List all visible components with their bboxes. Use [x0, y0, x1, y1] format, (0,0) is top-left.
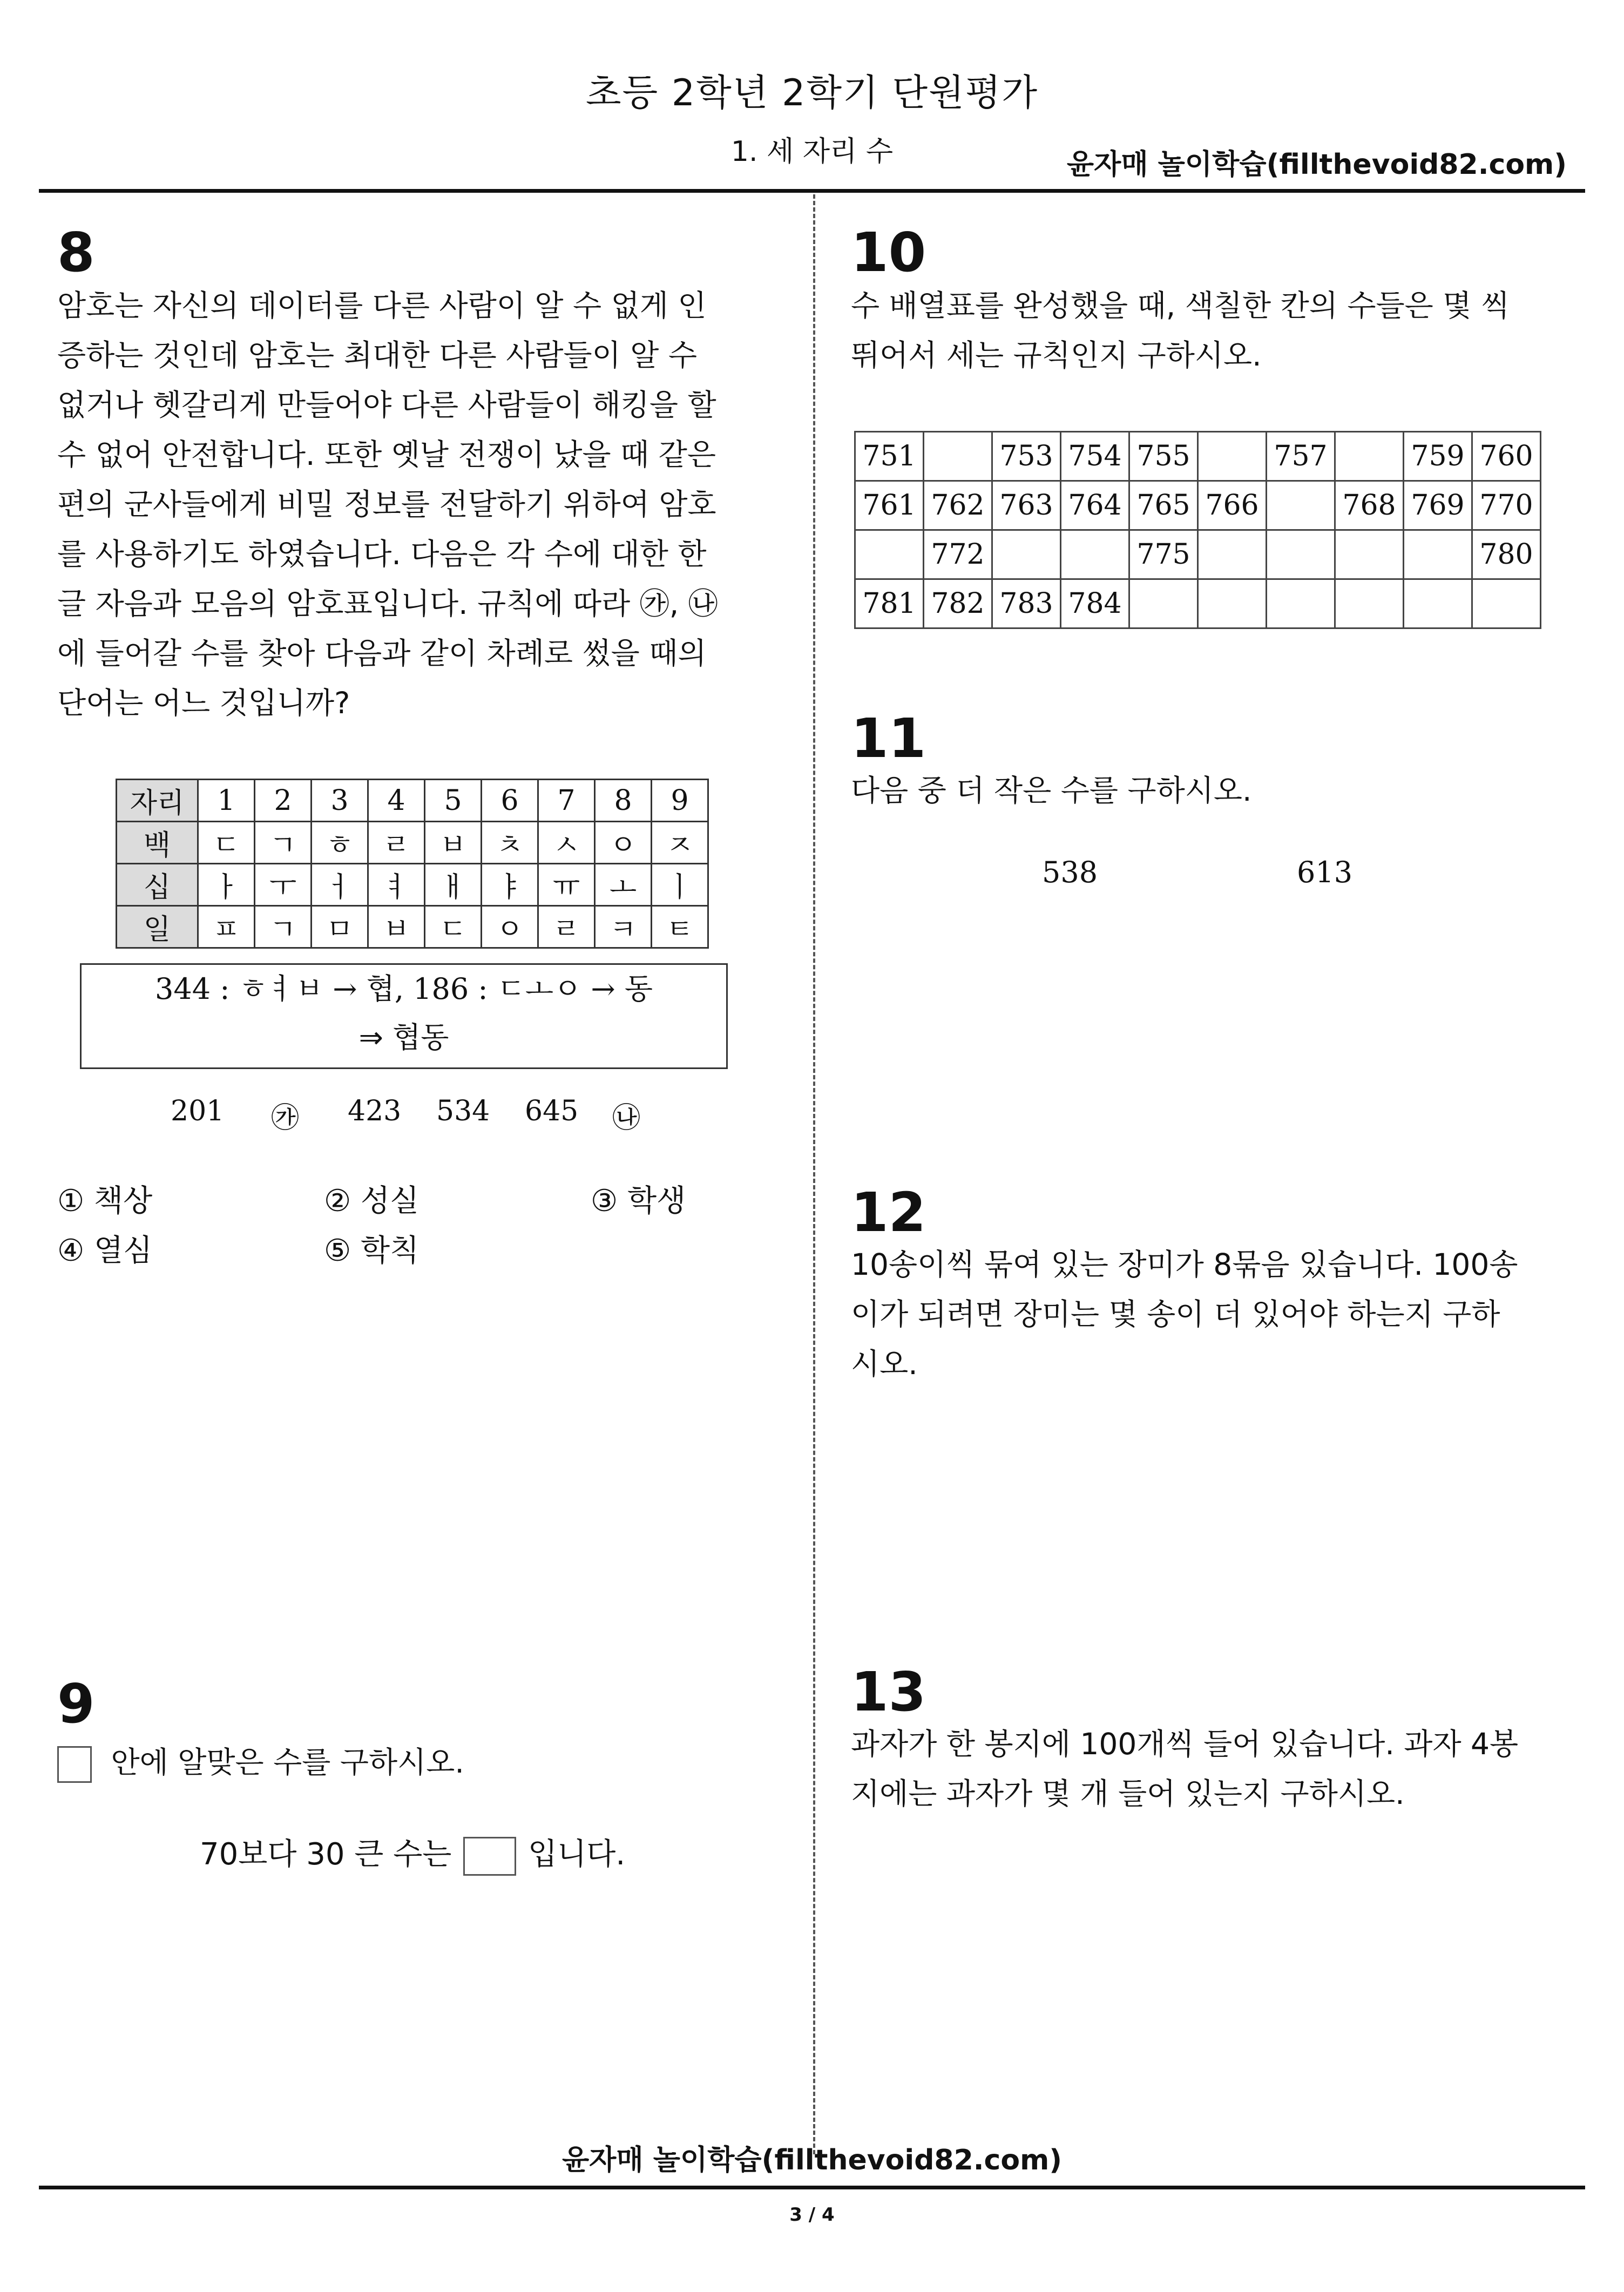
- table-cell: [1404, 579, 1472, 628]
- table-cell: 764: [1061, 481, 1129, 530]
- q9-sentence-before: 70보다 30 큰 수는: [200, 1837, 452, 1872]
- cipher-cell: ㅌ: [652, 906, 708, 948]
- table-cell: [1061, 530, 1129, 579]
- footer-divider: [39, 2186, 1585, 2189]
- table-cell: 768: [1335, 481, 1404, 530]
- q8-line: 편의 군사들에게 비밀 정보를 전달하기 위하여 암호: [57, 487, 716, 522]
- table-cell: [1335, 579, 1404, 628]
- choice-5[interactable]: ⑤ 학칙: [324, 1233, 419, 1268]
- cipher-table: [116, 779, 709, 949]
- table-cell: [1335, 530, 1404, 579]
- cipher-cell: ㅇ: [595, 822, 652, 864]
- cipher-cell: ㅅ: [538, 822, 595, 864]
- cipher-cell: ㅊ: [482, 822, 538, 864]
- question-9-number: 9: [57, 1672, 95, 1735]
- cipher-cell: ㅈ: [652, 822, 708, 864]
- answer-box[interactable]: [463, 1837, 516, 1876]
- table-cell: 769: [1404, 481, 1472, 530]
- table-cell: 765: [1129, 481, 1198, 530]
- table-cell: [1198, 579, 1267, 628]
- question-11-number: 11: [851, 707, 926, 770]
- sequence-item: 645: [525, 1095, 579, 1127]
- cipher-cell: ㄹ: [538, 906, 595, 948]
- cipher-header-label: 자리: [117, 780, 198, 822]
- cipher-digit: 5: [425, 780, 482, 822]
- q9-sentence-after: 입니다.: [528, 1837, 626, 1872]
- table-cell: [855, 530, 924, 579]
- table-cell: 761: [855, 481, 924, 530]
- q8-line: 에 들어갈 수를 찾아 다음과 같이 차례로 썼을 때의: [57, 636, 707, 671]
- cipher-cell: ㅁ: [312, 906, 368, 948]
- q8-line: 를 사용하기도 하였습니다. 다음은 각 수에 대한 한: [57, 537, 707, 571]
- column-divider: [813, 194, 815, 2154]
- table-cell: [1335, 432, 1404, 481]
- table-cell: [1267, 530, 1335, 579]
- q8-line: 글 자음과 모음의 암호표입니다. 규칙에 따라 ㉮, ㉯: [57, 586, 718, 621]
- q8-line: 암호는 자신의 데이터를 다른 사람이 알 수 없게 인: [57, 288, 707, 323]
- cipher-digit: 4: [368, 780, 425, 822]
- cipher-row-label: 일: [117, 906, 198, 948]
- table-cell: [1198, 530, 1267, 579]
- cipher-cell: ㄱ: [255, 906, 312, 948]
- number-table: [854, 431, 1541, 629]
- cipher-digit: 7: [538, 780, 595, 822]
- site-credit-bottom: 윤자매 놀이학습(fillthevoid82.com): [561, 2144, 1063, 2176]
- question-10-number: 10: [851, 221, 926, 284]
- sequence-item: 201: [171, 1095, 225, 1127]
- q9-sentence: [200, 1836, 625, 1876]
- page-title: 초등 2학년 2학기 단원평가: [585, 72, 1039, 114]
- table-cell: [924, 432, 992, 481]
- table-cell: 753: [992, 432, 1061, 481]
- cipher-cell: ㅍ: [198, 906, 255, 948]
- cipher-example-box: [80, 963, 728, 1069]
- number-b: 613: [1297, 855, 1353, 889]
- cipher-cell: ㅏ: [198, 864, 255, 906]
- cipher-cell: ㅂ: [368, 906, 425, 948]
- table-cell: 763: [992, 481, 1061, 530]
- q12-line: 이가 되려면 장미는 몇 송이 더 있어야 하는지 구하: [851, 1297, 1500, 1331]
- site-credit-top: 윤자매 놀이학습(fillthevoid82.com): [1066, 148, 1567, 181]
- cipher-cell: ㅠ: [538, 864, 595, 906]
- unit-subtitle: 1. 세 자리 수: [730, 136, 894, 168]
- question-12-text: [851, 1240, 1553, 1389]
- cipher-digit: 3: [312, 780, 368, 822]
- table-cell: 775: [1129, 530, 1198, 579]
- choice-2[interactable]: ② 성실: [324, 1184, 419, 1219]
- cipher-row-label: 백: [117, 822, 198, 864]
- cipher-digit: 6: [482, 780, 538, 822]
- cipher-digit: 9: [652, 780, 708, 822]
- cipher-example-line: 344 : ㅎㅕㅂ → 협, 186 : ㄷㅗㅇ → 동: [155, 972, 653, 1006]
- cipher-cell: ㅣ: [652, 864, 708, 906]
- cipher-cell: ㄹ: [368, 822, 425, 864]
- table-cell: 780: [1472, 530, 1541, 579]
- cipher-cell: ㄷ: [198, 822, 255, 864]
- question-8-text: [57, 281, 754, 728]
- table-cell: [1267, 481, 1335, 530]
- table-cell: 770: [1472, 481, 1541, 530]
- table-row: [855, 432, 1541, 481]
- cipher-cell: ㄱ: [255, 822, 312, 864]
- q13-line: 지에는 과자가 몇 개 들어 있는지 구하시오.: [851, 1776, 1405, 1811]
- q8-line: 단어는 어느 것입니까?: [57, 686, 350, 720]
- table-cell: [992, 530, 1061, 579]
- choice-4[interactable]: ④ 열심: [57, 1233, 153, 1268]
- q10-line: 수 배열표를 완성했을 때, 색칠한 칸의 수들은 몇 씩: [851, 288, 1510, 323]
- q13-line: 과자가 한 봉지에 100개씩 들어 있습니다. 과자 4봉: [851, 1727, 1519, 1761]
- answer-box-icon: [57, 1746, 92, 1783]
- q8-line: 증하는 것인데 암호는 최대한 다른 사람들이 알 수: [57, 338, 697, 373]
- cipher-header-row: [117, 780, 708, 822]
- table-cell: 762: [924, 481, 992, 530]
- q8-line: 없거나 헷갈리게 만들어야 다른 사람들이 해킹을 할: [57, 388, 716, 422]
- question-12-number: 12: [851, 1181, 926, 1244]
- table-cell: 760: [1472, 432, 1541, 481]
- q12-line: 시오.: [851, 1347, 918, 1381]
- cipher-cell: ㅋ: [595, 906, 652, 948]
- cipher-cell: ㅐ: [425, 864, 482, 906]
- table-cell: 751: [855, 432, 924, 481]
- question-8-number: 8: [57, 221, 95, 284]
- header-divider: [39, 189, 1585, 193]
- question-13-text: [851, 1719, 1553, 1818]
- q8-line: 수 없어 안전합니다. 또한 옛날 전쟁이 났을 때 같은: [57, 437, 716, 472]
- table-cell: 754: [1061, 432, 1129, 481]
- question-9-text: [57, 1737, 464, 1787]
- q12-line: 10송이씩 묶여 있는 장미가 8묶음 있습니다. 100송: [851, 1247, 1518, 1282]
- table-cell: 755: [1129, 432, 1198, 481]
- cipher-cell: ㅂ: [425, 822, 482, 864]
- sequence-item: ㉮: [271, 1102, 300, 1134]
- table-cell: 757: [1267, 432, 1335, 481]
- cipher-digit: 1: [198, 780, 255, 822]
- question-10-text: [851, 281, 1553, 380]
- cipher-cell: ㅎ: [312, 822, 368, 864]
- page-number: 3 / 4: [789, 2204, 835, 2226]
- table-cell: 759: [1404, 432, 1472, 481]
- cipher-cell: ㅓ: [312, 864, 368, 906]
- sequence-item: 534: [436, 1095, 490, 1127]
- table-cell: [1404, 530, 1472, 579]
- cipher-cell: ㅕ: [368, 864, 425, 906]
- cipher-cell: ㅑ: [482, 864, 538, 906]
- table-row: [855, 481, 1541, 530]
- sequence-item: 423: [348, 1095, 402, 1127]
- cipher-cell: ㅜ: [255, 864, 312, 906]
- question-13-number: 13: [851, 1660, 926, 1723]
- choice-1[interactable]: ① 책상: [57, 1184, 153, 1219]
- table-cell: 772: [924, 530, 992, 579]
- table-cell: [1267, 579, 1335, 628]
- q9-instruction: 안에 알맞은 수를 구하시오.: [111, 1745, 464, 1780]
- q10-line: 뛰어서 세는 규칙인지 구하시오.: [851, 338, 1262, 373]
- choice-3[interactable]: ③ 학생: [591, 1184, 686, 1219]
- table-cell: 782: [924, 579, 992, 628]
- table-cell: [1472, 579, 1541, 628]
- table-row: [855, 530, 1541, 579]
- cipher-example-result: ⇒ 협동: [358, 1020, 449, 1054]
- cipher-cell: ㄷ: [425, 906, 482, 948]
- table-row: [855, 579, 1541, 628]
- cipher-digit: 2: [255, 780, 312, 822]
- cipher-row-ones: [117, 906, 708, 948]
- table-cell: 766: [1198, 481, 1267, 530]
- cipher-digit: 8: [595, 780, 652, 822]
- sequence-item: ㉯: [612, 1102, 641, 1134]
- table-cell: 784: [1061, 579, 1129, 628]
- table-cell: [1129, 579, 1198, 628]
- number-a: 538: [1042, 855, 1098, 889]
- cipher-row-hundreds: [117, 822, 708, 864]
- table-cell: 783: [992, 579, 1061, 628]
- question-11-text: 다음 중 더 작은 수를 구하시오.: [851, 773, 1252, 808]
- cipher-cell: ㅇ: [482, 906, 538, 948]
- cipher-row-tens: [117, 864, 708, 906]
- table-cell: [1198, 432, 1267, 481]
- cipher-row-label: 십: [117, 864, 198, 906]
- cipher-cell: ㅗ: [595, 864, 652, 906]
- table-cell: 781: [855, 579, 924, 628]
